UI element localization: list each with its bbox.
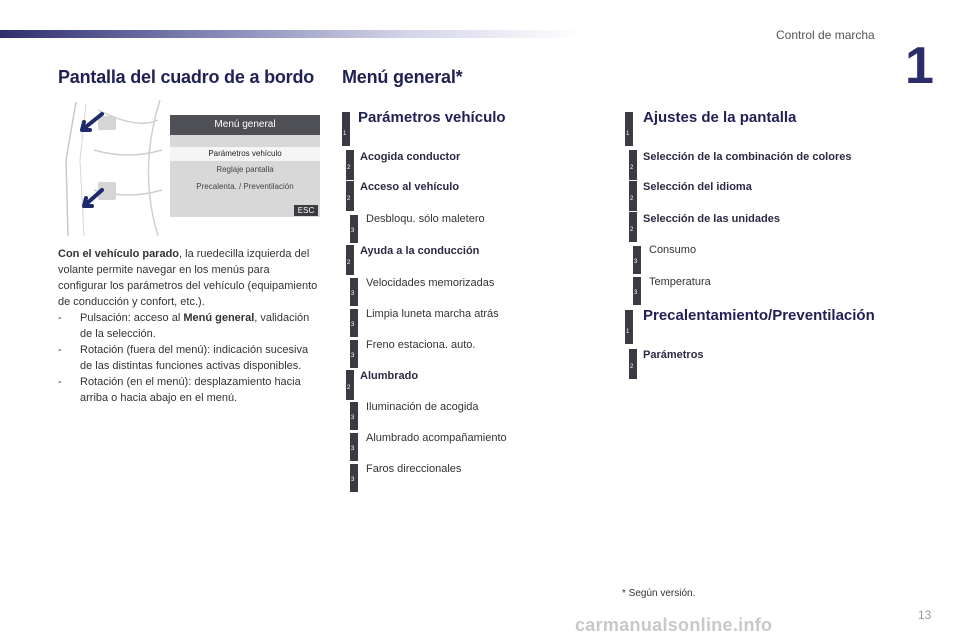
level-marker: 3 [350,433,358,461]
level-marker: 2 [346,245,354,275]
bullet-item: - Pulsación: acceso al Menú general, validación de la selección. [58,312,310,340]
menu-item: Temperatura [649,276,711,288]
screen-menu-item: Precalenta. / Preventilación [196,182,294,191]
menu-item: Ayuda a la conducción [360,245,480,257]
screen-esc-label: ESC [294,205,318,216]
level-marker: 1 [342,112,350,146]
header-gradient-bar [0,30,580,38]
level-marker: 2 [629,181,637,211]
level-marker: 3 [633,277,641,305]
level-marker: 3 [633,246,641,274]
menu-item: Alumbrado [360,370,419,382]
page-number: 13 [918,608,932,622]
col2-title2: Precalentamiento/Preventilación [643,307,875,324]
menu-item: Alumbrado acompañamiento [366,432,507,444]
menu-item: Selección de la combinación de colores [643,151,852,163]
menu-main-title: Menú general* [342,67,463,87]
level-marker: 2 [346,150,354,180]
level-marker: 1 [625,310,633,344]
menu-item: Freno estaciona. auto. [366,339,476,351]
level-marker: 3 [350,464,358,492]
menu-item: Acogida conductor [360,151,461,163]
left-title: Pantalla del cuadro de a bordo [58,67,315,87]
intro-text: , la ruedecilla izquierda del volante permite navegar en los menús para configurar los parámetros del vehículo (equipamiento de conducción y confort, etc.). [58,248,318,308]
level-marker: 2 [629,150,637,180]
level-marker: 2 [629,349,637,379]
level-marker: 3 [350,402,358,430]
screen-menu-item: Reglaje pantalla [216,165,274,174]
menu-item: Selección de las unidades [643,213,780,225]
menu-item: Acceso al vehículo [360,181,460,193]
intro-bold: Con el vehículo parado [58,248,180,260]
level-marker: 3 [350,215,358,243]
col1-title: Parámetros vehículo [358,109,506,126]
description-text [58,246,318,406]
menu-item: Limpia luneta marcha atrás [366,308,499,320]
level-marker: 3 [350,278,358,306]
bullet-item: - Rotación (fuera del menú): indicación sucesiva de las distintas funciones activas disponibles. [58,344,309,372]
menu-item: Velocidades memorizadas [366,277,495,289]
footnote: * Según versión. [622,588,696,599]
chapter-number: 1 [905,37,934,95]
screen-title: Menú general [170,115,320,135]
level-marker: 3 [350,340,358,368]
menu-item: Faros direccionales [366,463,462,475]
menu-item: Selección del idioma [643,181,752,193]
level-marker: 2 [346,370,354,400]
watermark: carmanualsonline.info [575,615,773,635]
bullet-item: - Rotación (en el menú): desplazamiento hacia arriba o hacia abajo en el menú. [58,376,301,404]
level-marker: 3 [350,309,358,337]
section-title: Control de marcha [776,28,875,42]
menu-item: Desbloqu. sólo maletero [366,213,485,225]
level-marker: 1 [625,112,633,146]
menu-item: Parámetros [643,349,704,361]
menu-item: Consumo [649,244,697,256]
level-marker: 2 [346,181,354,211]
screen-selected-item: Parámetros vehículo [170,147,320,161]
steering-wheel-icon [58,100,170,236]
menu-item: Iluminación de acogida [366,401,479,413]
level-marker: 2 [629,212,637,242]
col2-title: Ajustes de la pantalla [643,109,797,126]
